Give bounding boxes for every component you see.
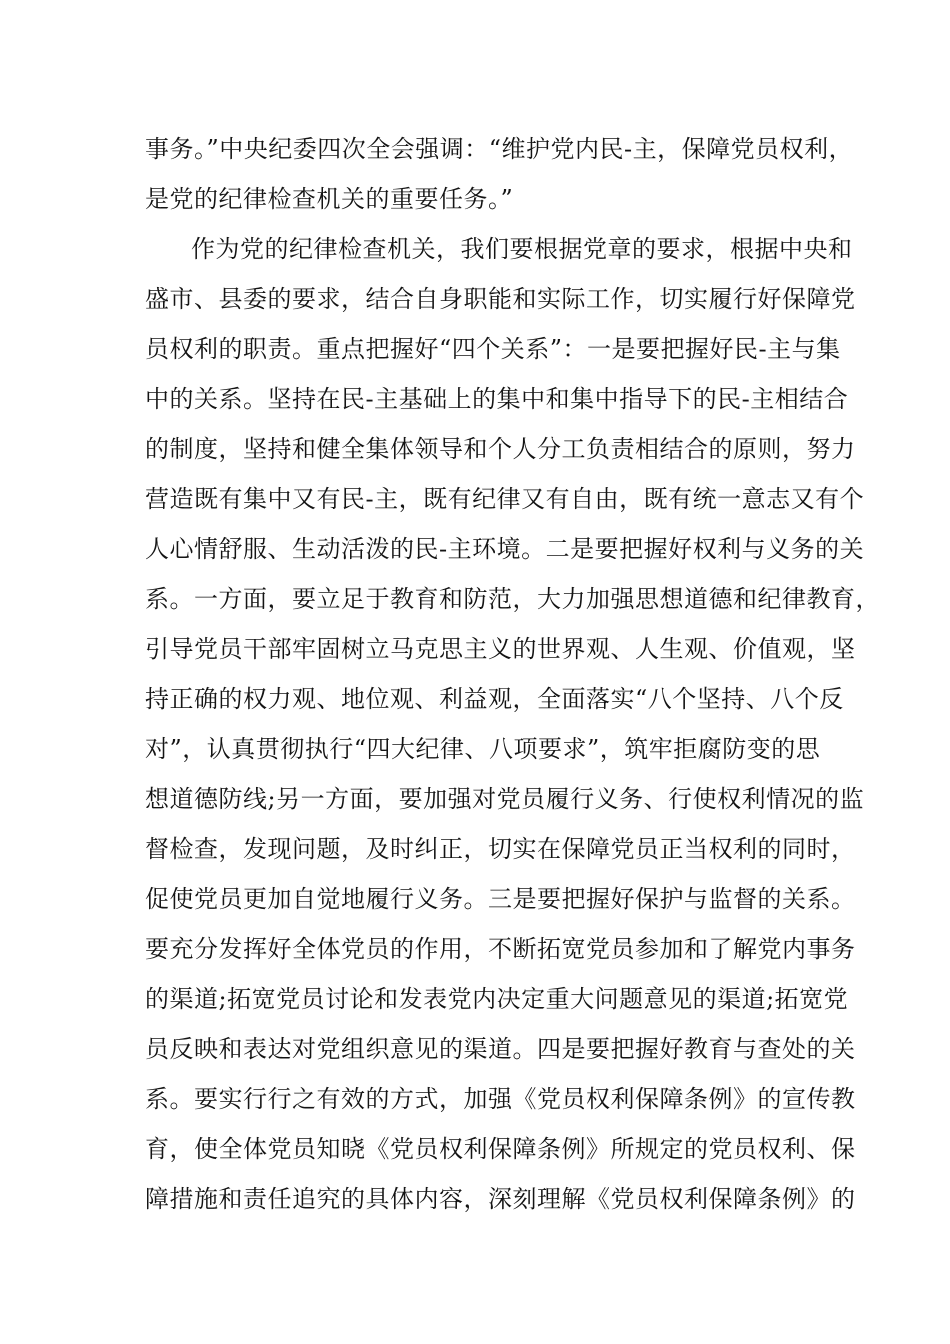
text-line: 督检查，发现问题，及时纠正，切实在保障党员正当权利的同时， xyxy=(145,835,856,863)
text-line: 中的关系。坚持在民-主基础上的集中和集中指导下的民-主相结合 xyxy=(145,385,849,413)
text-line: 障措施和责任追究的具体内容，深刻理解《党员权利保障条例》的 xyxy=(145,1185,856,1213)
text-line: 的渠道;拓宽党员讨论和发表党内决定重大问题意见的渠道;拓宽党 xyxy=(145,985,849,1013)
text-line: 是党的纪律检查机关的重要任务。” xyxy=(145,185,514,213)
text-line: 系。一方面，要立足于教育和防范，大力加强思想道德和纪律教育， xyxy=(145,585,880,613)
text-line: 的制度，坚持和健全集体领导和个人分工负责相结合的原则，努力 xyxy=(145,435,856,463)
text-line: 育，使全体党员知晓《党员权利保障条例》所规定的党员权利、保 xyxy=(145,1135,856,1163)
text-line: 对”，认真贯彻执行“四大纪律、八项要求”，筑牢拒腐防变的思 xyxy=(145,735,821,763)
text-line: 人心情舒服、生动活泼的民-主环境。二是要把握好权利与义务的关 xyxy=(145,535,865,563)
paragraph-1 xyxy=(145,124,854,224)
text-line: 作为党的纪律检查机关，我们要根据党章的要求，根据中央和 xyxy=(191,235,853,263)
text-line: 要充分发挥好全体党员的作用，不断拓宽党员参加和了解党内事务 xyxy=(145,935,856,963)
text-line: 想道德防线;另一方面，要加强对党员履行义务、行使权利情况的监 xyxy=(145,785,865,813)
text-line: 事务。”中央纪委四次全会强调：“维护党内民-主，保障党员权利， xyxy=(145,135,854,163)
paragraph-2 xyxy=(145,224,880,1224)
text-line: 盛市、县委的要求，结合自身职能和实际工作，切实履行好保障党 xyxy=(145,285,856,313)
text-line: 系。要实行行之有效的方式，加强《党员权利保障条例》的宣传教 xyxy=(145,1085,856,1113)
text-line: 引导党员干部牢固树立马克思主义的世界观、人生观、价值观，坚 xyxy=(145,635,856,663)
text-line: 员权利的职责。重点把握好“四个关系”：一是要把握好民-主与集 xyxy=(145,335,841,363)
text-line: 营造既有集中又有民-主，既有纪律又有自由，既有统一意志又有个 xyxy=(145,485,865,513)
text-line: 员反映和表达对党组织意见的渠道。四是要把握好教育与查处的关 xyxy=(145,1035,856,1063)
text-line: 持正确的权力观、地位观、利益观，全面落实“八个坚持、八个反 xyxy=(145,685,844,713)
text-line: 促使党员更加自觉地履行义务。三是要把握好保护与监督的关系。 xyxy=(145,885,856,913)
